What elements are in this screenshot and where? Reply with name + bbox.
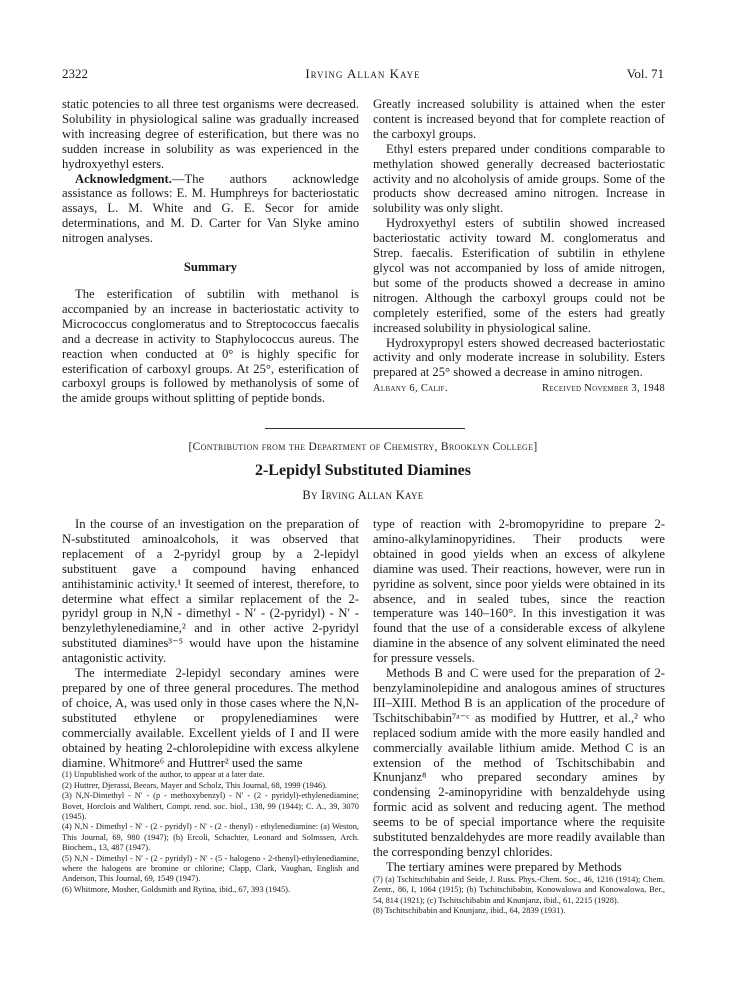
contribution-line: [Contribution from the Department of Chemistry, Brooklyn College] <box>188 441 538 453</box>
footnote: (2) Huttrer, Djerassi, Beears, Mayer and Scholz, This Journal, 68, 1999 (1946). <box>62 780 328 790</box>
signature-line <box>373 382 665 397</box>
footnote: (5) N,N - Dimethyl - N′ - (2 - pyridyl) - N′ - (5 - halogeno - 2-thenyl)-ethylenediamine, where the halogens are bromine or chlorine; Clapp, Clark, Vaughan, English and Anderson, This Journal, 69, 1549 (1947). <box>62 853 359 884</box>
article-right-column <box>373 517 665 916</box>
footnotes-right <box>373 875 665 917</box>
acknowledgment-text: —The authors acknowledge assistance as follows: E. M. Humphreys for bacteriostatic assays, L. M. White and G. E. Secor for amide determinations, and M. D. Carter for Van Slyke amino nitrogen analyses. <box>62 171 359 246</box>
methods-bc-paragraph: Methods B and C were used for the preparation of 2-benzylaminolepidine and analogous amines of structures III–XIII. Method B is an application of the procedure of Tschitschibabin⁷ᵃ⁻ᶜ as modified by Huttrer, et al.,² who replaced sodium amide with the more easily handled and commercially available lithium amide. Method C is an extension of the method of Tschitschibabin and Knunjanz⁸ who prepared secondary amines by condensing 2-aminopyridine with benzaldehyde using formic acid as solvent and reducing agent. The method seems to be of special importance where the requisite substituted benzaldehydes are more readily available than the corresponding benzyl chlorides. <box>373 666 665 859</box>
footnote: (7) (a) Tschitschibabin and Seide, J. Russ. Phys.-Chem. Soc., 46, 1216 (1914); Chem. Zentr., 86, I, 1064 (1915); (b) Tschitschibabin, Konowalowa and Konowalowa, Ber., 54, 814 (1921); (c) Tschitschibabin and Knunjanz, ibid., 61, 2215 (1928). <box>373 874 665 905</box>
summary-paragraph-3: Ethyl esters prepared under conditions comparable to methylation showed generally decreased bacteriostatic activity and no alcoholysis of amide groups. Some of the products show decreased amino nitrogen. Increase in solubility was only slight. <box>373 141 665 216</box>
summary-paragraph-2: Greatly increased solubility is attained when the ester content is increased beyond that for complete reaction of the carboxyl groups. <box>373 97 665 141</box>
summary-paragraph-5: Hydroxypropyl esters showed decreased bacteriostatic activity and only moderate increase in solubility. Esters prepared at 25° showed a decrease in amino nitrogen. <box>373 335 665 380</box>
summary-paragraph: The esterification of subtilin with methanol is accompanied by an increase in bacteriostatic activity to Micrococcus conglomeratus and to Streptococcus faecalis and a decrease in activity to Staphylococcus aureus. The reaction when conducted at 0° is highly specific for esterification of carboxyl groups. At 25°, esterification of carboxyl groups is followed by methanolysis of some of the amide groups without splitting of peptide bonds. <box>62 286 359 406</box>
prev-left-column <box>62 97 359 406</box>
running-title: Irving Allan Kaye <box>305 66 421 81</box>
author-address: Albany 6, Calif. <box>373 383 448 395</box>
summary-paragraph-4: Hydroxyethyl esters of subtilin showed increased bacteriostatic activity toward M. conglomeratus and Strep. faecalis. Esterification of subtilin in ethylene glycol was not accompanied by loss of amide nitrogen, but some of the products showed a decrease in amino nitrogen. Although the carboxyl groups could not be completely esterified, some of the esters had greatly increased solubility in physiological saline. <box>373 216 665 335</box>
footnote: (4) N,N - Dimethyl - N′ - (2 - pyridyl) - N′ - (2 - thenyl) - ethylenediamine: (a) Weston, This Journal, 69, 980 (1947); (b) Ercoli, Schachter, Leonard and Solmssen, Arch. Biochem., 13, 487 (1947). <box>62 822 359 853</box>
prev-continuation-paragraph: static potencies to all three test organisms were decreased. Solubility in physiological saline was gradually increased with increasing degree of esterification, but there was no sudden increase in solubility as was experienced in the hydroxyethyl esters. <box>62 97 359 171</box>
volume-label: Vol. 71 <box>626 66 664 81</box>
article-left-column <box>62 517 359 895</box>
acknowledgment-label: Acknowledgment. <box>75 171 172 186</box>
footnotes-left <box>62 770 359 895</box>
article-divider <box>265 428 465 429</box>
footnote: (3) N,N-Dimethyl - N′ - (p - methoxybenzyl) - N′ - (2 - pyridyl)-ethylenediamine; Bovet, Horclois and Walthert, Compt. rend. soc. biol., 138, 99 (1944); C. A., 39, 3070 (1945). <box>62 791 359 822</box>
footnote: (1) Unpublished work of the author, to appear at a later date. <box>62 770 265 780</box>
footnote: (6) Whitmore, Mosher, Goldsmith and Rytina, ibid., 67, 393 (1945). <box>62 884 291 894</box>
methods-paragraph: The intermediate 2-lepidyl secondary amines were prepared by one of three general procedures. The method of choice, A, was used only in those cases where the N,N-substituted ethylene or propylenediamines were commercially available. Excellent yields of I and II were obtained by heating 2-chlorolepidine with excess alkylene diamine. Whitmore⁶ and Huttrer² used the same <box>62 666 359 770</box>
page-number: 2322 <box>62 66 88 81</box>
received-date: Received November 3, 1948 <box>542 383 665 395</box>
acknowledgment-paragraph <box>62 172 359 247</box>
reaction-paragraph: type of reaction with 2-bromopyridine to prepare 2-amino-alkylaminopyridines. Their products were obtained in good yields when an excess of alkylene diamine was used. Their reactions, however, were run in pyridine as solvent, since poor yields were obtained in its absence, and in sealed tubes, since the reaction temperature was 140–160°. In this investigation it was found that the use of a considerable excess of alkylene diamine in the absence of any solvent eliminated the need for pressure vessels. <box>373 517 665 666</box>
intro-paragraph: In the course of an investigation on the preparation of N-substituted aminoalcohols, it was observed that replacement of a 2-pyridyl group by a 2-lepidyl substituent gave a compound having enhanced antihistaminic activity.¹ It seemed of interest, therefore, to determine what effect a similar replacement of the 2-pyridyl group in N,N - dimethyl - N′ - (2-pyridyl) - N′ - benzylethylenediamine,² and in other active 2-pyridyl substituted diamines³⁻⁵ would have upon the histamine antagonistic activity. <box>62 517 359 666</box>
byline: By Irving Allan Kaye <box>302 488 424 502</box>
article-title: 2-Lepidyl Substituted Diamines <box>254 462 472 479</box>
running-header <box>62 66 664 84</box>
tertiary-amines-paragraph: The tertiary amines were prepared by Methods <box>386 859 622 874</box>
summary-heading: Summary <box>183 260 238 275</box>
prev-right-column <box>373 97 665 397</box>
footnote: (8) Tschitschibabin and Knunjanz, ibid., 64, 2839 (1931). <box>373 905 566 915</box>
